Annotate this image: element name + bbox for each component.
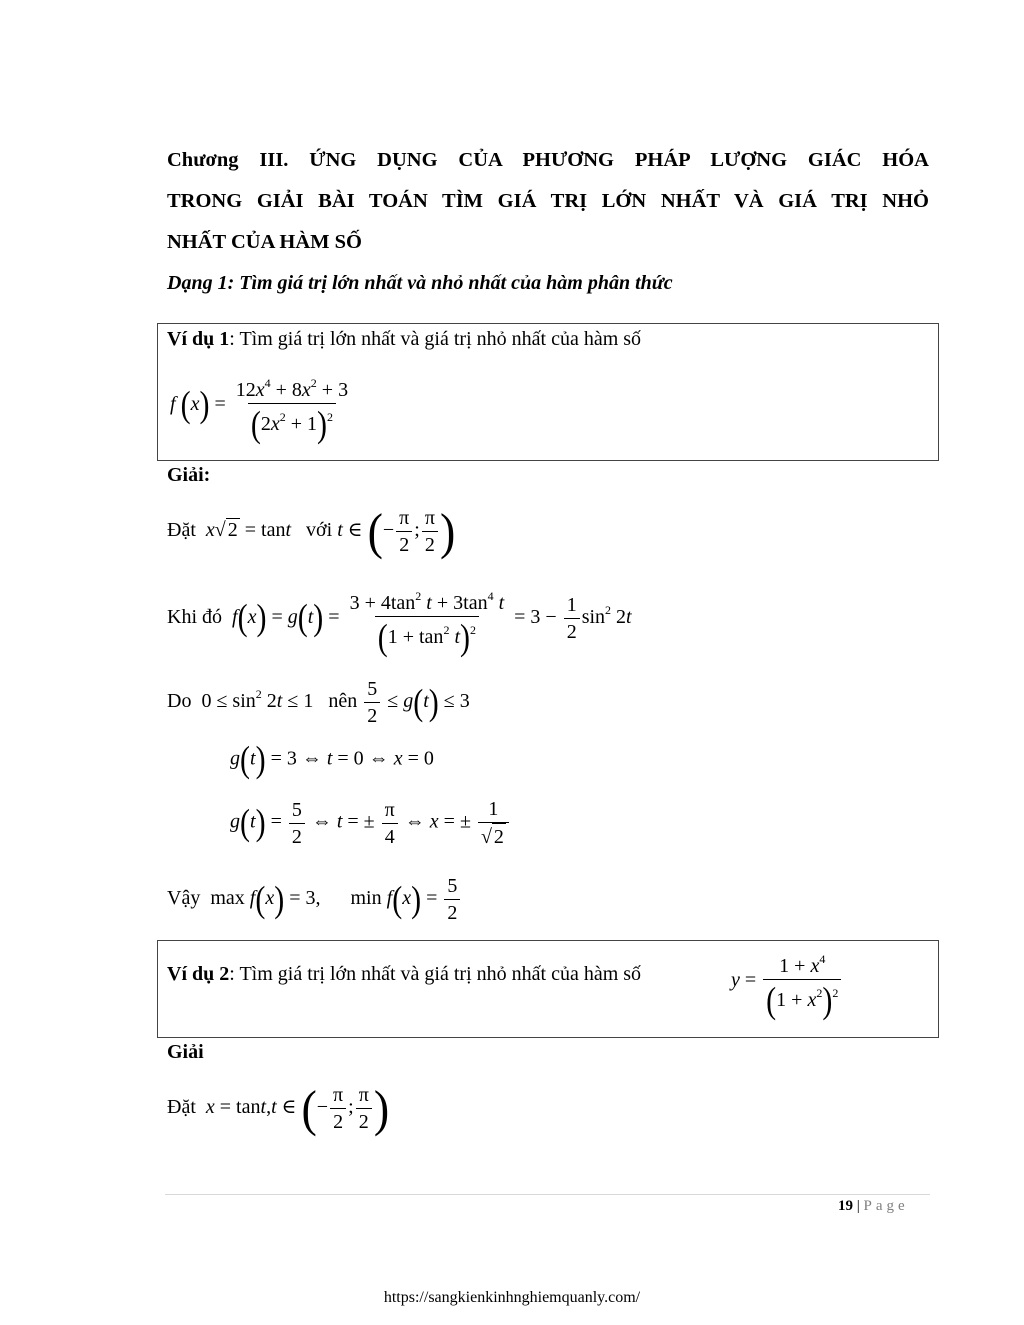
nen-label: nên [328, 690, 358, 713]
page-label: Page [863, 1198, 909, 1214]
page-number-separator: | [853, 1198, 864, 1214]
transform-line: Khi đó f(x) = g(t) = $\frac{3 + 4\tan^2 t + 3\tan^4 t}{(1 + \tan^2 t)^2}$ = 3 − $\frac{1}{2}$ $\sin^2 2t$ [167, 589, 632, 659]
min-condition: g(t) = $\frac{5}{2}$ ⇔ t = ± $\frac{\pi}{4}$ ⇔ x = ± $\frac{1}{√ 2}$ [230, 796, 511, 850]
khi-do-label: Khi đó [167, 605, 222, 628]
chapter-title-line-3: NHẤT CỦA HÀM SỐ [167, 231, 362, 253]
do-label: Do [167, 690, 192, 713]
page-number-value: 19 [838, 1198, 853, 1214]
source-url[interactable]: https://sangkienkinhnghiemquanly.com/ [383, 1289, 641, 1306]
example-2-label: Ví dụ 2 [167, 963, 230, 985]
range-line: Do $0 \le \sin^2 2t \le 1$ nên $\frac{5}{2}$ ≤ g(t) ≤ 3 [167, 678, 470, 727]
dat-label-1: Đặt [167, 519, 196, 542]
conclusion-line: Vậy max f(x) = 3, min f(x) = $\frac{5}{2}$ [167, 873, 462, 926]
chapter-title-line-2: TRONG GIẢI BÀI TOÁN TÌM GIÁ TRỊ LỚN NHẤT VÀ GIÁ TRỊ NHỎ [167, 190, 929, 212]
example-2-formula: y = $\frac{1 + x^4}{(1 + x^2)^2}$ [731, 946, 843, 1016]
solution-2-heading: Giải [167, 1041, 204, 1063]
solution-1-heading: Giải: [167, 464, 211, 486]
chapter-title [167, 140, 929, 263]
max-condition: g(t) = 3 ⇔ t = 0 ⇔ x = 0 [230, 738, 434, 780]
example-1-label: Ví dụ 1 [167, 328, 230, 350]
example-1-text: : Tìm giá trị lớn nhất và giá trị nhỏ nhất của hàm số [229, 328, 642, 350]
example-2-text: : Tìm giá trị lớn nhất và giá trị nhỏ nhất của hàm số [229, 963, 642, 985]
substitution-line-2: Đặt x = tant,t ∈ (− $\frac{\pi}{2}$ ; $\frac{\pi}{2}$ ) [167, 1079, 390, 1136]
vay-label: Vậy [167, 887, 201, 910]
example-1-prompt [167, 328, 641, 351]
page-number [838, 1198, 909, 1215]
footer-divider [165, 1194, 930, 1195]
substitution-line-1: Đặt x√ 2 = tant với t ∈ (− $\frac{\pi}{2}$ ; $\frac{\pi}{2}$ ) [167, 502, 456, 559]
example-1-formula: f (x) = $\frac{12x^4 + 8x^2 + 3}{(2x^2 + 1)^2}$ [170, 376, 349, 446]
chapter-title-line-1: Chương III. ỨNG DỤNG CỦA PHƯƠNG PHÁP LƯỢNG GIÁC HÓA [167, 149, 929, 171]
dat-label-2: Đặt [167, 1096, 196, 1119]
example-2-prompt [167, 963, 641, 986]
voi-label: với [306, 519, 333, 542]
section-title: Dạng 1: Tìm giá trị lớn nhất và nhỏ nhất của hàm phân thức [167, 272, 673, 294]
